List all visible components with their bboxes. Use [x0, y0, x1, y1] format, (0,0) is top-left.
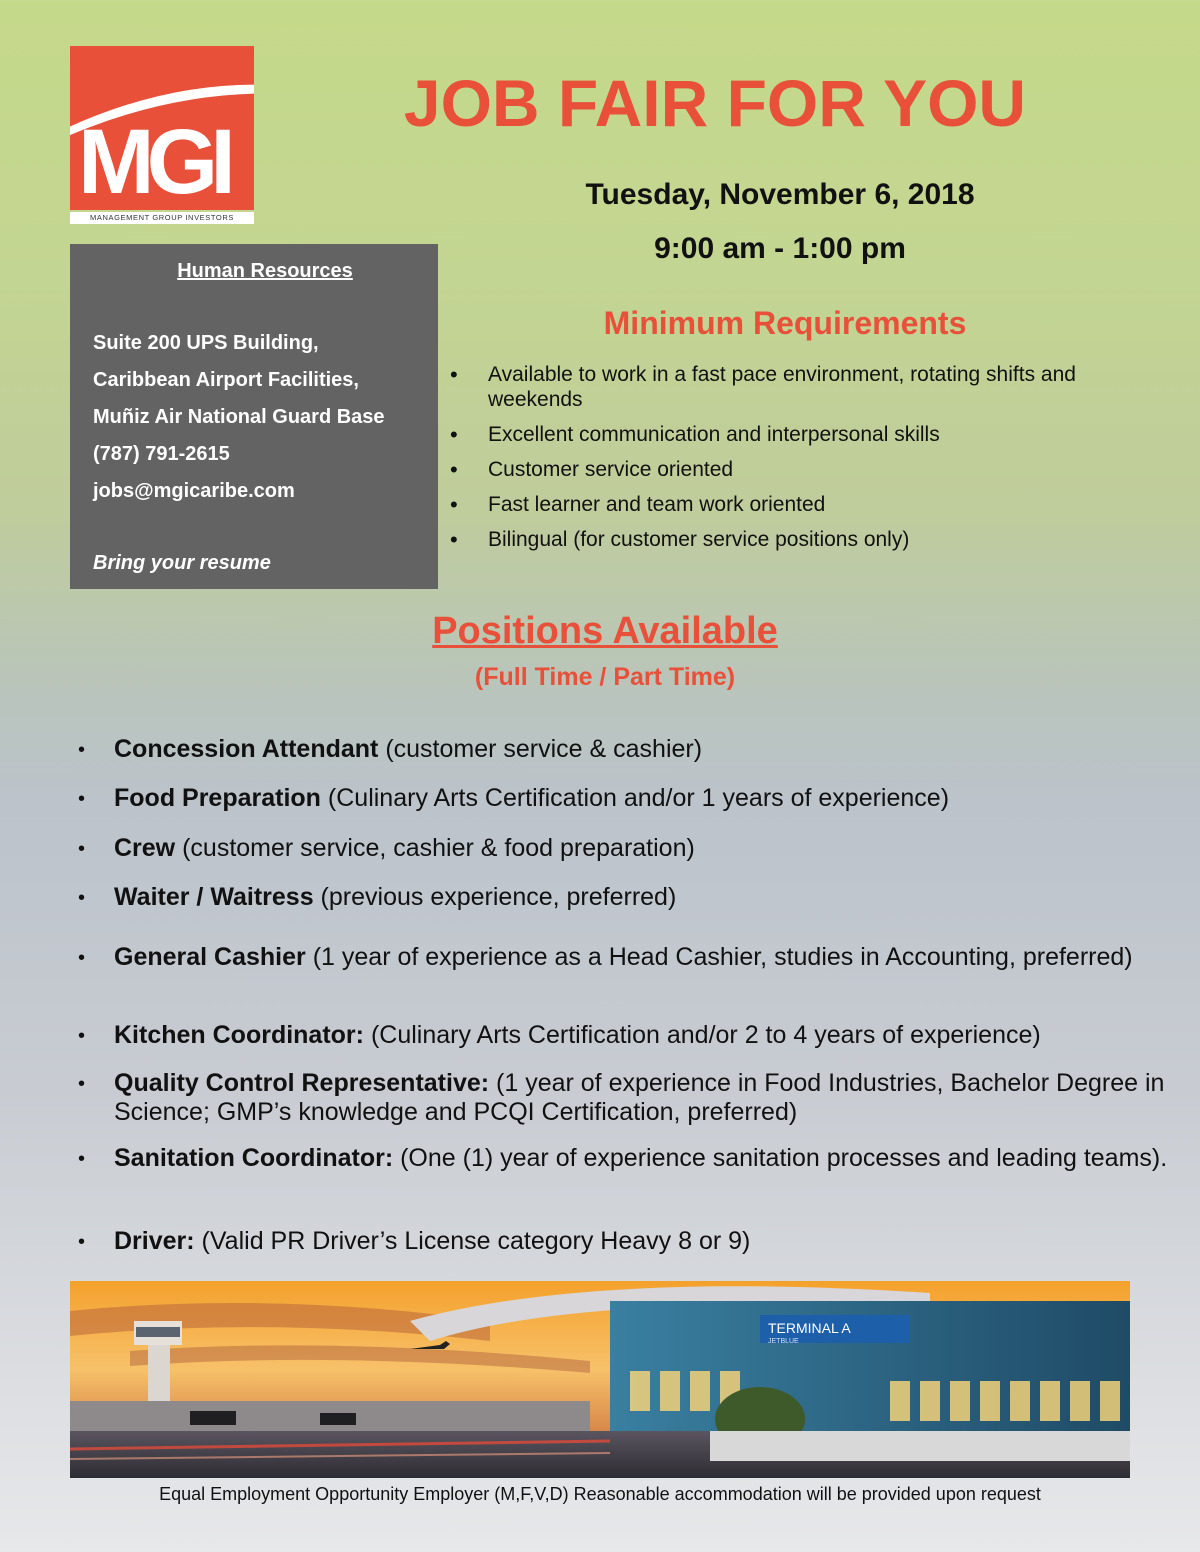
position-item — [72, 1144, 1174, 1173]
contact-address-line: Suite 200 UPS Building, — [93, 332, 319, 354]
requirement-item: • Available to work in a fast pace environment, rotating shifts and weekends — [448, 362, 1128, 412]
event-time: 9:00 am - 1:00 pm — [654, 232, 906, 265]
position-title: Driver: — [114, 1227, 195, 1255]
logo-mark — [70, 46, 254, 210]
contact-email-link[interactable]: jobs@mgicaribe.com — [93, 480, 295, 502]
requirements-list — [448, 362, 1128, 562]
footer-disclaimer: Equal Employment Opportunity Employer (M,F,V,D) Reasonable accommodation will be provided upon request — [159, 1484, 1041, 1504]
position-title: Quality Control Representative: — [114, 1069, 490, 1097]
requirement-item: • Fast learner and team work oriented — [448, 492, 1128, 517]
contact-phone[interactable]: (787) 791-2615 — [93, 443, 230, 465]
contact-address-line: Muñiz Air National Guard Base — [93, 406, 385, 428]
position-detail: (Culinary Arts Certification and/or 2 to 4 years of experience) — [364, 1021, 1041, 1049]
contact-address-line: Caribbean Airport Facilities, — [93, 369, 359, 391]
airport-photo — [70, 1281, 1130, 1478]
page-title: JOB FAIR FOR YOU — [403, 66, 1027, 140]
contact-box — [70, 244, 438, 589]
position-title: Crew — [114, 834, 176, 862]
logo-tagline: MANAGEMENT GROUP INVESTORS — [70, 212, 254, 224]
position-title: Sanitation Coordinator: — [114, 1144, 394, 1172]
terminal-sign: TERMINAL A — [768, 1320, 851, 1336]
position-item — [72, 834, 1174, 863]
airport-terminal-illustration — [70, 1281, 1130, 1478]
position-item — [72, 1021, 1174, 1050]
position-item — [72, 1069, 1174, 1127]
event-date: Tuesday, November 6, 2018 — [585, 178, 975, 211]
position-detail: (customer service & cashier) — [378, 735, 703, 763]
position-item — [72, 784, 1174, 813]
position-detail: (Culinary Arts Certification and/or 1 years of experience) — [320, 784, 950, 812]
position-title: Food Preparation — [114, 784, 321, 812]
requirement-item: • Excellent communication and interpersonal skills — [448, 422, 1128, 447]
position-title: Concession Attendant — [114, 735, 379, 763]
positions-heading: Positions Available — [432, 610, 778, 652]
requirement-item: • Bilingual (for customer service positions only) — [448, 527, 1128, 552]
contact-heading: Human Resources — [177, 260, 353, 282]
position-item — [72, 735, 1174, 764]
requirement-item: • Customer service oriented — [448, 457, 1128, 482]
position-item — [72, 883, 1174, 912]
terminal-sign-sub: JETBLUE — [768, 1338, 799, 1345]
position-detail: (previous experience, preferred) — [313, 883, 677, 911]
position-detail: (1 year of experience in Food Industries, Bachelor Degree in Science; GMP’s knowledge and PCQI Certification, preferred) — [114, 1069, 1165, 1126]
logo-letters: MGI — [78, 111, 228, 210]
resume-note: Bring your resume — [93, 552, 271, 574]
position-item — [72, 1227, 1174, 1256]
position-item — [72, 943, 1174, 972]
position-detail: (1 year of experience as a Head Cashier, studies in Accounting, preferred) — [305, 943, 1133, 971]
position-detail: (Valid PR Driver’s License category Heavy 8 or 9) — [194, 1227, 751, 1255]
positions-subheading: (Full Time / Part Time) — [474, 663, 736, 691]
position-title: Waiter / Waitress — [114, 883, 314, 911]
position-detail: (customer service, cashier & food preparation) — [175, 834, 695, 862]
mgi-logo — [70, 46, 254, 224]
position-title: General Cashier — [114, 943, 306, 971]
requirements-heading: Minimum Requirements — [603, 305, 967, 341]
position-detail: (One (1) year of experience sanitation processes and leading teams). — [393, 1144, 1168, 1172]
position-title: Kitchen Coordinator: — [114, 1021, 364, 1049]
